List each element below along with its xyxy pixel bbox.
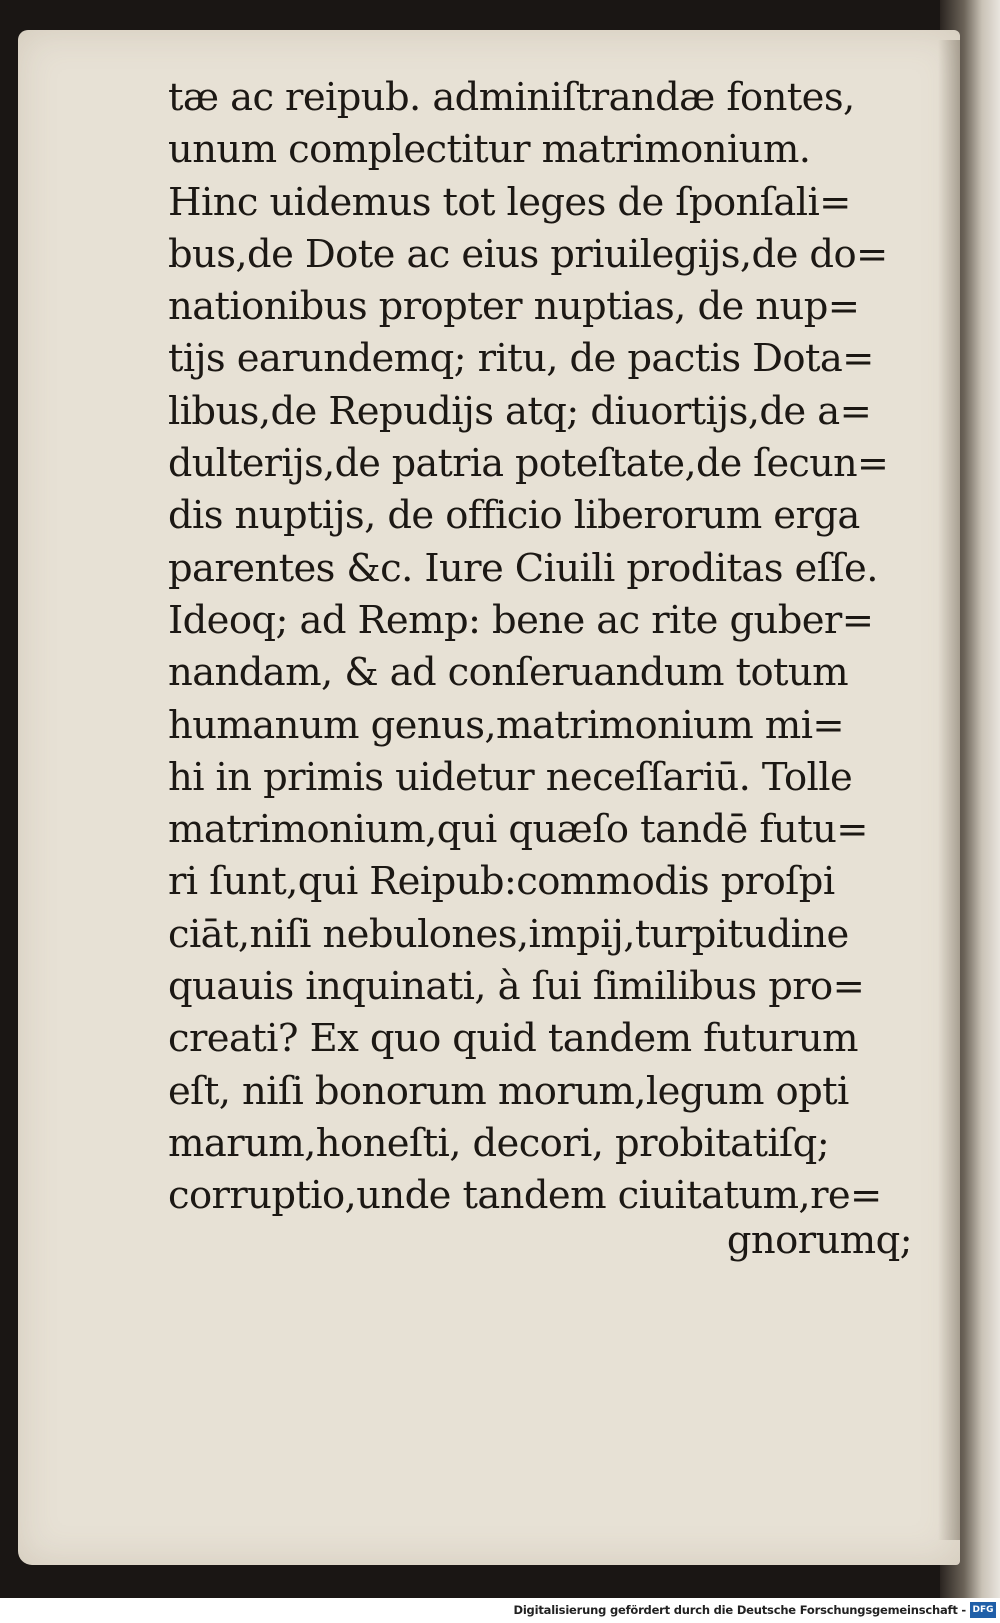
text-line: matrimonium,qui quæſo tandē futu=: [168, 807, 868, 853]
text-line: creati? Ex quo quid tandem futurum: [168, 1016, 858, 1062]
text-line: Hinc uidemus tot leges de ſponſali=: [168, 179, 851, 225]
text-line: quauis inquinati, à ſui ſimilibus pro=: [168, 964, 865, 1010]
text-line: tæ ac reipub. adminiſtrandæ fontes,: [168, 75, 855, 120]
text-line: nationibus propter nuptias, de nup=: [168, 284, 860, 330]
text-line: ciāt,niſi nebulones,impij,turpitudine: [168, 911, 849, 957]
text-line: unum complectitur matrimonium.: [168, 127, 811, 173]
funding-credit: Digitalisierung gefördert durch die Deutsche Forschungsgemeinschaft -: [513, 1603, 966, 1617]
catchword: gnorumq;: [726, 1218, 912, 1263]
text-line: eſt, niſi bonorum morum,legum opti: [168, 1068, 849, 1114]
text-line: marum,honeſti, decori, probitatiſq;: [168, 1120, 830, 1166]
text-line: nandam, & ad conſeruandum totum: [168, 650, 849, 696]
text-line: tijs earundemq; ritu, de pactis Dota=: [168, 336, 874, 382]
text-line: dis nuptijs, de officio liberorum erga: [168, 493, 860, 539]
dfg-logo: DFG: [970, 1602, 996, 1618]
text-line: hi in primis uidetur neceſſariū. Tolle: [168, 754, 853, 800]
text-line: libus,de Repudijs atq; diuortijs,de a=: [168, 388, 872, 434]
text-line: corruptio,unde tandem ciuitatum,re=: [168, 1173, 882, 1219]
footer-bar: [0, 1598, 1000, 1623]
text-line: Ideoq; ad Remp: bene ac rite guber=: [168, 597, 874, 643]
text-line: ri ſunt,qui Reipub:commodis proſpi: [168, 859, 835, 905]
text-line: bus,de Dote ac eius priuilegijs,de do=: [168, 231, 888, 277]
text-line: dulterijs,de patria poteſtate,de ſecun=: [168, 441, 889, 487]
page-text: [168, 72, 888, 1223]
page-shadow: [938, 40, 960, 1540]
text-line: humanum genus,matrimonium mi=: [168, 702, 845, 748]
text-line: parentes &c. Iure Ciuili proditas eſſe.: [168, 545, 878, 591]
